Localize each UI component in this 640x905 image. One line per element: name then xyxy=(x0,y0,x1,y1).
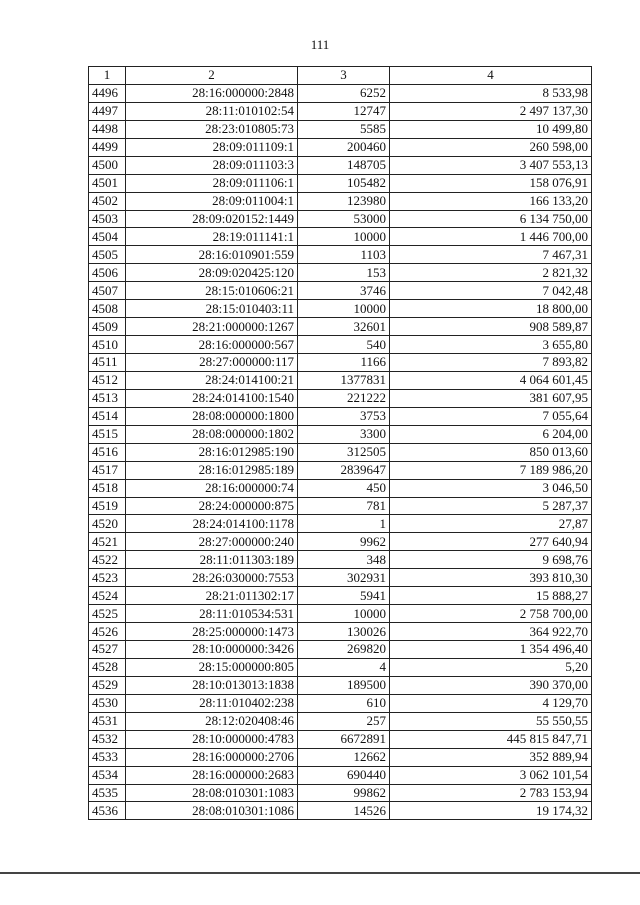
cad-cell: 28:27:000000:117 xyxy=(126,354,298,372)
table-row xyxy=(89,694,592,712)
area-cell: 2839647 xyxy=(298,461,390,479)
area-cell: 781 xyxy=(298,497,390,515)
area-cell: 6672891 xyxy=(298,730,390,748)
area-cell: 105482 xyxy=(298,174,390,192)
table-row xyxy=(89,120,592,138)
cad-cell: 28:16:012985:189 xyxy=(126,461,298,479)
value-cell: 4 129,70 xyxy=(390,694,592,712)
table-row xyxy=(89,784,592,802)
cad-cell: 28:23:010805:73 xyxy=(126,120,298,138)
table-row xyxy=(89,336,592,354)
num-cell: 4506 xyxy=(89,264,126,282)
num-cell: 4535 xyxy=(89,784,126,802)
area-cell: 1103 xyxy=(298,246,390,264)
value-cell: 277 640,94 xyxy=(390,533,592,551)
table-row xyxy=(89,641,592,659)
area-cell: 12662 xyxy=(298,748,390,766)
table-body xyxy=(89,84,592,819)
value-cell: 3 046,50 xyxy=(390,479,592,497)
column-header-2: 2 xyxy=(126,67,298,85)
value-cell: 158 076,91 xyxy=(390,174,592,192)
value-cell: 352 889,94 xyxy=(390,748,592,766)
num-cell: 4520 xyxy=(89,515,126,533)
value-cell: 908 589,87 xyxy=(390,318,592,336)
area-cell: 9962 xyxy=(298,533,390,551)
cad-cell: 28:16:012985:190 xyxy=(126,443,298,461)
table-row xyxy=(89,515,592,533)
value-cell: 7 042,48 xyxy=(390,282,592,300)
cad-cell: 28:08:010301:1083 xyxy=(126,784,298,802)
table-row xyxy=(89,300,592,318)
cad-cell: 28:10:000000:4783 xyxy=(126,730,298,748)
page-bottom-rule xyxy=(0,872,640,874)
num-cell: 4514 xyxy=(89,407,126,425)
header-row xyxy=(89,67,592,85)
cad-cell: 28:24:014100:1540 xyxy=(126,389,298,407)
value-cell: 260 598,00 xyxy=(390,138,592,156)
table-row xyxy=(89,712,592,730)
area-cell: 450 xyxy=(298,479,390,497)
cad-cell: 28:24:000000:875 xyxy=(126,497,298,515)
cad-cell: 28:21:011302:17 xyxy=(126,587,298,605)
area-cell: 3300 xyxy=(298,425,390,443)
table-row xyxy=(89,587,592,605)
table-row xyxy=(89,551,592,569)
num-cell: 4502 xyxy=(89,192,126,210)
value-cell: 18 800,00 xyxy=(390,300,592,318)
cad-cell: 28:15:010403:11 xyxy=(126,300,298,318)
table-row xyxy=(89,730,592,748)
num-cell: 4499 xyxy=(89,138,126,156)
table-row xyxy=(89,228,592,246)
cad-cell: 28:24:014100:21 xyxy=(126,371,298,389)
num-cell: 4523 xyxy=(89,569,126,587)
value-cell: 445 815 847,71 xyxy=(390,730,592,748)
value-cell: 5 287,37 xyxy=(390,497,592,515)
area-cell: 302931 xyxy=(298,569,390,587)
cad-cell: 28:15:000000:805 xyxy=(126,658,298,676)
table-row xyxy=(89,766,592,784)
cad-cell: 28:08:010301:1086 xyxy=(126,802,298,820)
table-row xyxy=(89,138,592,156)
area-cell: 12747 xyxy=(298,102,390,120)
cad-cell: 28:24:014100:1178 xyxy=(126,515,298,533)
area-cell: 312505 xyxy=(298,443,390,461)
table-row xyxy=(89,748,592,766)
value-cell: 6 204,00 xyxy=(390,425,592,443)
cad-cell: 28:10:013013:1838 xyxy=(126,676,298,694)
cad-cell: 28:09:011004:1 xyxy=(126,192,298,210)
value-cell: 55 550,55 xyxy=(390,712,592,730)
value-cell: 166 133,20 xyxy=(390,192,592,210)
table-row xyxy=(89,354,592,372)
cad-cell: 28:08:000000:1800 xyxy=(126,407,298,425)
cad-cell: 28:11:010534:531 xyxy=(126,605,298,623)
cad-cell: 28:16:000000:2848 xyxy=(126,84,298,102)
value-cell: 7 055,64 xyxy=(390,407,592,425)
page-number: 111 xyxy=(310,37,330,52)
area-cell: 690440 xyxy=(298,766,390,784)
value-cell: 1 446 700,00 xyxy=(390,228,592,246)
value-cell: 3 062 101,54 xyxy=(390,766,592,784)
table-row xyxy=(89,802,592,820)
value-cell: 27,87 xyxy=(390,515,592,533)
cad-cell: 28:08:000000:1802 xyxy=(126,425,298,443)
num-cell: 4516 xyxy=(89,443,126,461)
num-cell: 4513 xyxy=(89,389,126,407)
cad-cell: 28:11:010402:238 xyxy=(126,694,298,712)
table-row xyxy=(89,102,592,120)
value-cell: 19 174,32 xyxy=(390,802,592,820)
cad-cell: 28:26:030000:7553 xyxy=(126,569,298,587)
table-row xyxy=(89,461,592,479)
table-row xyxy=(89,282,592,300)
cad-cell: 28:16:000000:2706 xyxy=(126,748,298,766)
area-cell: 269820 xyxy=(298,641,390,659)
column-header-1: 1 xyxy=(89,67,126,85)
cad-cell: 28:16:000000:74 xyxy=(126,479,298,497)
table-row xyxy=(89,174,592,192)
value-cell: 7 893,82 xyxy=(390,354,592,372)
data-table xyxy=(88,66,592,820)
column-header-3: 3 xyxy=(298,67,390,85)
cad-cell: 28:09:020152:1449 xyxy=(126,210,298,228)
table-row xyxy=(89,569,592,587)
area-cell: 540 xyxy=(298,336,390,354)
num-cell: 4519 xyxy=(89,497,126,515)
cad-cell: 28:16:010901:559 xyxy=(126,246,298,264)
area-cell: 1 xyxy=(298,515,390,533)
area-cell: 4 xyxy=(298,658,390,676)
area-cell: 348 xyxy=(298,551,390,569)
area-cell: 53000 xyxy=(298,210,390,228)
num-cell: 4500 xyxy=(89,156,126,174)
table-row xyxy=(89,658,592,676)
num-cell: 4515 xyxy=(89,425,126,443)
num-cell: 4517 xyxy=(89,461,126,479)
value-cell: 850 013,60 xyxy=(390,443,592,461)
table-row xyxy=(89,676,592,694)
area-cell: 3753 xyxy=(298,407,390,425)
cad-cell: 28:11:011303:189 xyxy=(126,551,298,569)
value-cell: 364 922,70 xyxy=(390,623,592,641)
area-cell: 123980 xyxy=(298,192,390,210)
value-cell: 2 783 153,94 xyxy=(390,784,592,802)
table-row xyxy=(89,246,592,264)
value-cell: 6 134 750,00 xyxy=(390,210,592,228)
num-cell: 4518 xyxy=(89,479,126,497)
cad-cell: 28:09:011109:1 xyxy=(126,138,298,156)
num-cell: 4525 xyxy=(89,605,126,623)
area-cell: 1166 xyxy=(298,354,390,372)
cad-cell: 28:21:000000:1267 xyxy=(126,318,298,336)
num-cell: 4524 xyxy=(89,587,126,605)
num-cell: 4521 xyxy=(89,533,126,551)
num-cell: 4507 xyxy=(89,282,126,300)
table-row xyxy=(89,318,592,336)
value-cell: 381 607,95 xyxy=(390,389,592,407)
cad-cell: 28:09:020425:120 xyxy=(126,264,298,282)
num-cell: 4510 xyxy=(89,336,126,354)
num-cell: 4530 xyxy=(89,694,126,712)
value-cell: 10 499,80 xyxy=(390,120,592,138)
cad-cell: 28:15:010606:21 xyxy=(126,282,298,300)
table-header xyxy=(89,67,592,85)
num-cell: 4526 xyxy=(89,623,126,641)
num-cell: 4503 xyxy=(89,210,126,228)
area-cell: 1377831 xyxy=(298,371,390,389)
num-cell: 4509 xyxy=(89,318,126,336)
cad-cell: 28:11:010102:54 xyxy=(126,102,298,120)
num-cell: 4496 xyxy=(89,84,126,102)
value-cell: 7 467,31 xyxy=(390,246,592,264)
num-cell: 4529 xyxy=(89,676,126,694)
num-cell: 4497 xyxy=(89,102,126,120)
value-cell: 3 407 553,13 xyxy=(390,156,592,174)
cad-cell: 28:27:000000:240 xyxy=(126,533,298,551)
table-row xyxy=(89,425,592,443)
value-cell: 3 655,80 xyxy=(390,336,592,354)
num-cell: 4534 xyxy=(89,766,126,784)
area-cell: 99862 xyxy=(298,784,390,802)
cad-cell: 28:09:011106:1 xyxy=(126,174,298,192)
cad-cell: 28:12:020408:46 xyxy=(126,712,298,730)
cad-cell: 28:25:000000:1473 xyxy=(126,623,298,641)
num-cell: 4504 xyxy=(89,228,126,246)
num-cell: 4498 xyxy=(89,120,126,138)
num-cell: 4536 xyxy=(89,802,126,820)
area-cell: 610 xyxy=(298,694,390,712)
table-row xyxy=(89,192,592,210)
value-cell: 393 810,30 xyxy=(390,569,592,587)
area-cell: 10000 xyxy=(298,300,390,318)
num-cell: 4533 xyxy=(89,748,126,766)
value-cell: 8 533,98 xyxy=(390,84,592,102)
area-cell: 14526 xyxy=(298,802,390,820)
area-cell: 221222 xyxy=(298,389,390,407)
table-row xyxy=(89,210,592,228)
value-cell: 7 189 986,20 xyxy=(390,461,592,479)
table-row xyxy=(89,389,592,407)
area-cell: 148705 xyxy=(298,156,390,174)
cad-cell: 28:10:000000:3426 xyxy=(126,641,298,659)
area-cell: 5585 xyxy=(298,120,390,138)
value-cell: 5,20 xyxy=(390,658,592,676)
value-cell: 15 888,27 xyxy=(390,587,592,605)
num-cell: 4532 xyxy=(89,730,126,748)
area-cell: 153 xyxy=(298,264,390,282)
value-cell: 1 354 496,40 xyxy=(390,641,592,659)
value-cell: 2 758 700,00 xyxy=(390,605,592,623)
num-cell: 4505 xyxy=(89,246,126,264)
num-cell: 4527 xyxy=(89,641,126,659)
num-cell: 4501 xyxy=(89,174,126,192)
num-cell: 4512 xyxy=(89,371,126,389)
table-row xyxy=(89,407,592,425)
table-row xyxy=(89,533,592,551)
area-cell: 130026 xyxy=(298,623,390,641)
cad-cell: 28:09:011103:3 xyxy=(126,156,298,174)
table-row xyxy=(89,371,592,389)
num-cell: 4508 xyxy=(89,300,126,318)
value-cell: 4 064 601,45 xyxy=(390,371,592,389)
table-row xyxy=(89,156,592,174)
table-row xyxy=(89,443,592,461)
table-row xyxy=(89,623,592,641)
table-row xyxy=(89,264,592,282)
column-header-4: 4 xyxy=(390,67,592,85)
value-cell: 9 698,76 xyxy=(390,551,592,569)
value-cell: 390 370,00 xyxy=(390,676,592,694)
table-row xyxy=(89,84,592,102)
table-row xyxy=(89,479,592,497)
value-cell: 2 497 137,30 xyxy=(390,102,592,120)
area-cell: 32601 xyxy=(298,318,390,336)
area-cell: 3746 xyxy=(298,282,390,300)
area-cell: 6252 xyxy=(298,84,390,102)
cad-cell: 28:16:000000:2683 xyxy=(126,766,298,784)
table-row xyxy=(89,497,592,515)
table-row xyxy=(89,605,592,623)
area-cell: 5941 xyxy=(298,587,390,605)
area-cell: 10000 xyxy=(298,605,390,623)
cad-cell: 28:16:000000:567 xyxy=(126,336,298,354)
num-cell: 4528 xyxy=(89,658,126,676)
num-cell: 4531 xyxy=(89,712,126,730)
area-cell: 10000 xyxy=(298,228,390,246)
num-cell: 4511 xyxy=(89,354,126,372)
value-cell: 2 821,32 xyxy=(390,264,592,282)
num-cell: 4522 xyxy=(89,551,126,569)
area-cell: 257 xyxy=(298,712,390,730)
area-cell: 200460 xyxy=(298,138,390,156)
cad-cell: 28:19:011141:1 xyxy=(126,228,298,246)
area-cell: 189500 xyxy=(298,676,390,694)
